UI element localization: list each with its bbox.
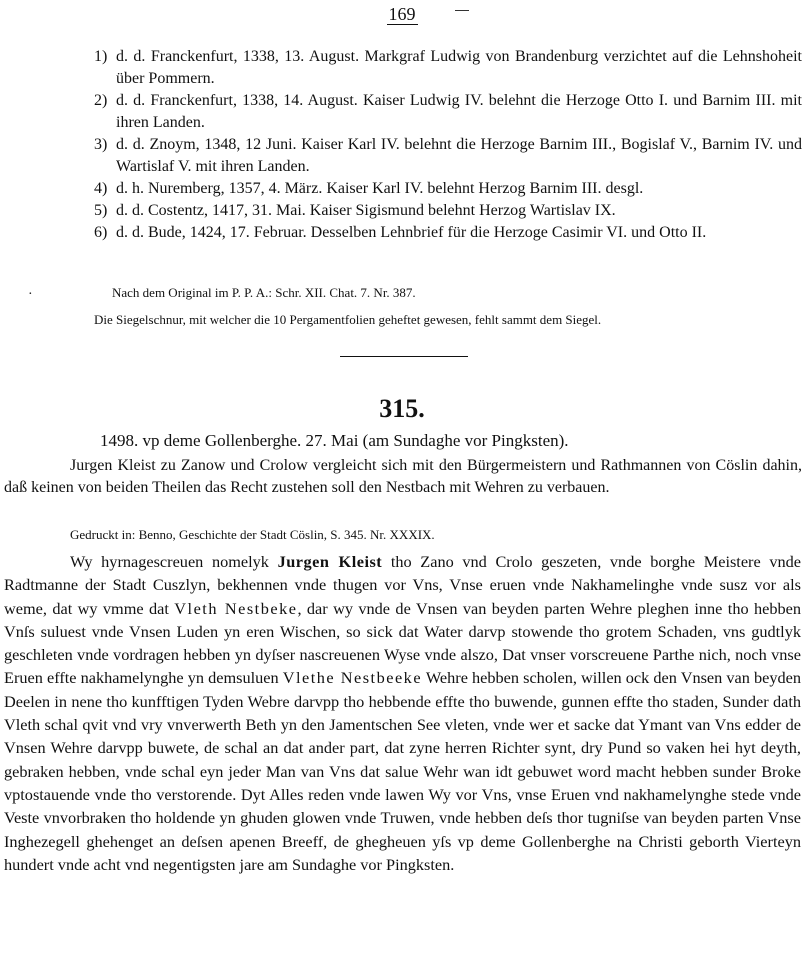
list-item-number: 3)	[94, 136, 108, 153]
list-item-text: d. d. Costentz, 1417, 31. Mai. Kaiser Sigismund belehnt Herzog Wartislav IX.	[116, 202, 616, 219]
document-number: 315.	[379, 394, 425, 423]
list-item	[94, 134, 802, 178]
list-item-number: 2)	[94, 92, 108, 109]
list-item-number: 1)	[94, 48, 108, 65]
list-item	[94, 46, 802, 90]
list-item-text: d. d. Franckenfurt, 1338, 13. August. Markgraf Ludwig von Brandenburg verzichtet auf die Lehnshoheit über Pommern.	[116, 48, 802, 87]
page-mark	[455, 10, 469, 11]
enfeoffment-list	[94, 46, 802, 244]
charter-text	[4, 550, 801, 876]
list-item-text: d. d. Bude, 1424, 17. Februar. Desselben Lehnbrief für die Herzoge Casimir VI. und Otto II.	[116, 224, 707, 241]
list-item	[94, 200, 802, 222]
list-item-number: 4)	[94, 180, 108, 197]
document-summary: Jurgen Kleist zu Zanow und Crolow vergleicht sich mit den Bürgermeistern und Rathmannen von Cöslin dahin, daß keinen von beiden Theilen das Recht zustehen soll den Nestbach mit Wehren zu verbauen.	[4, 457, 802, 496]
printed-in-note: Gedruckt in: Benno, Geschichte der Stadt Cöslin, S. 345. Nr. XXXIX.	[70, 527, 435, 542]
list-item-number: 6)	[94, 224, 108, 241]
charter-text-part: , dar wy vnde de Vnsen van beyden parten Wehre pleghen inne tho hebben Vnſs suluest vnde Vnsen Luden yn eren Wischen, so sick dat Water darvp stowende tho grotem Schaden, vns gudtlyk geschleten vnde vordragen hebben yn dyſser nascreuenen Wyse vnde alszo, Dat vnser vorscreuene Parthe nich, noch vnse Eruen effte nakhamelynghe yn demsuluen	[4, 598, 802, 688]
seal-note: Die Siegelschnur, mit welcher die 10 Pergamentfolien geheftet gewesen, fehlt sammt dem Siegel.	[94, 312, 602, 327]
charter-text-part: tho Zano vnd Crolo geszeten, vnde borghe Meistere vnde Radtmanne der Stadt Cuszlyn, bekhennen vnde thugen vor Vns, Vnse eruen vnde Nakhamelinghe vnde susz vor als weme, dat wy vmme dat	[4, 552, 801, 618]
section-divider	[340, 356, 468, 357]
charter-text-part: Wehre hebben scholen, willen ock den Vnsen van beyden Deelen in nene tho kunfftigen Tyden Webre darvpp tho hebbende effte tho buwende, gunnen effte tho staden, Sunder dath Vleth schal qvit vnd vry vnverwerth Beth yn den Jamentschen See vleten, vnde wer et sacke dat Ymant van Vns edder de Vnsen Wehre darvpp buwete, de schal an dat ander part, dat zyne herren Richter synt, dry Pund so vaken hei hyt deyth, gebraken hebben, vnde schal eyn jeder Man van Vns dat salue Wehr wan idt gebuwet word macht hebben sunder Broke vptostauende vnde tho verstorende. Dyt Alles reden vnde lawen Wy vor Vns, vnse Eruen vnd nakhamelynghe stede vnde Veste vnvorbraken tho holdende yn ghuden glowen vnde Truwen, vnde hebben deſs thor tugniſse van beyden parten Vnse Inghezegell ghehenget an deſsen apenen Breeff, de ghegheuen yſs vp deme Gollenberghe na Christi geborth Vierteyn hundert vnde acht vnd negentigsten jare am Sundaghe vor Pingksten.	[4, 668, 801, 874]
date-line: 1498. vp deme Gollenberghe. 27. Mai (am Sundaghe vor Pingksten).	[100, 431, 569, 450]
list-item	[94, 222, 802, 244]
list-item-text: d. d. Franckenfurt, 1338, 14. August. Kaiser Ludwig IV. belehnt die Herzoge Otto I. und Barnim III. mit ihren Landen.	[116, 92, 802, 131]
list-item-text: d. d. Znoym, 1348, 12 Juni. Kaiser Karl IV. belehnt die Herzoge Barnim III., Bogislaf V., Barnim IV. und Wartislaf V. mit ihren Landen.	[116, 136, 802, 175]
list-item	[94, 90, 802, 134]
charter-text-part: Wy hyrnagescreuen nomelyk	[70, 552, 278, 571]
list-item-number: 5)	[94, 202, 108, 219]
stray-dot: ·	[28, 287, 33, 302]
source-note: Nach dem Original im P. P. A.: Schr. XII. Chat. 7. Nr. 387.	[112, 285, 416, 300]
page-number: 169	[388, 4, 416, 24]
list-item-text: d. h. Nuremberg, 1357, 4. März. Kaiser Karl IV. belehnt Herzog Barnim III. desgl.	[116, 180, 644, 197]
charter-stream-name: Vleth Nestbeke	[174, 598, 298, 618]
charter-person-name: Jurgen Kleist	[277, 552, 383, 571]
charter-stream-name: Vlethe Nestbeeke	[282, 668, 423, 688]
list-item	[94, 178, 802, 200]
